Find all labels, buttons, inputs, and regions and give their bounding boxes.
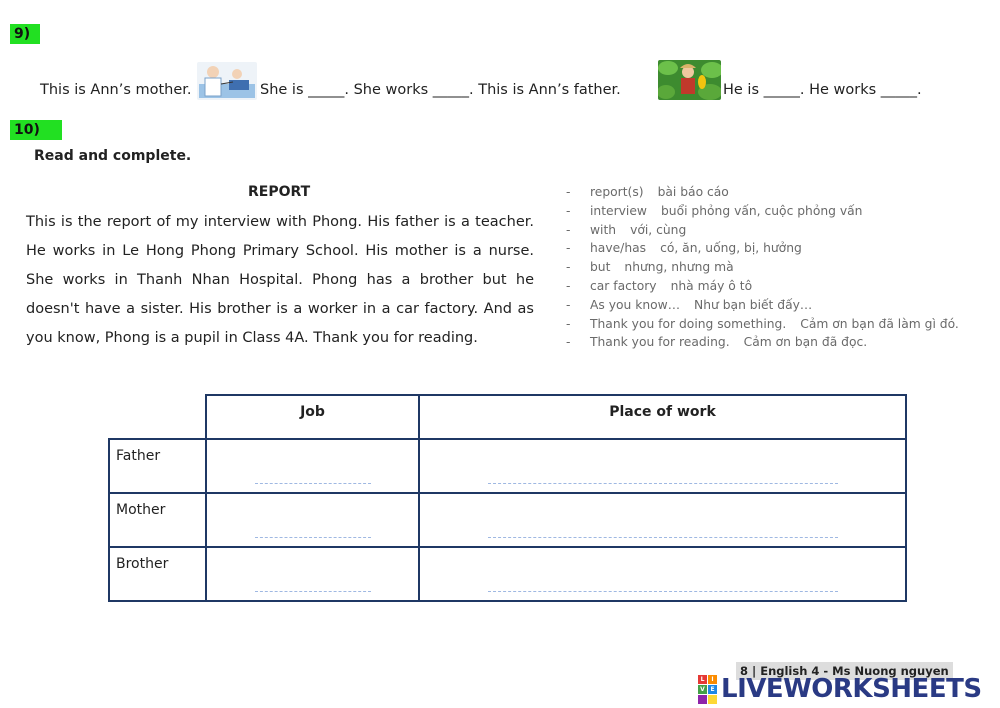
table-header-row bbox=[109, 395, 906, 439]
table-row bbox=[109, 493, 906, 547]
brother-job-blank[interactable] bbox=[206, 547, 419, 601]
vocabulary-list bbox=[566, 183, 959, 352]
vocab-item: - with với, cùng bbox=[566, 222, 687, 237]
vocab-item: - have/has có, ăn, uống, bị, hưởng bbox=[566, 241, 802, 256]
logo-cube-icon: L I V E bbox=[698, 675, 717, 704]
farmer-picture bbox=[658, 60, 721, 100]
mother-place-blank[interactable] bbox=[419, 493, 906, 547]
vocab-item: - Thank you for doing something. Cảm ơn bạn đã làm gì đó. bbox=[566, 316, 959, 331]
table-corner bbox=[109, 395, 206, 439]
answer-table bbox=[108, 394, 907, 602]
table-row bbox=[109, 439, 906, 493]
question-10-number: 10) bbox=[10, 120, 62, 140]
father-job-blank[interactable] bbox=[206, 439, 419, 493]
report-title: REPORT bbox=[248, 184, 311, 200]
nurse-picture bbox=[197, 62, 257, 100]
instruction: Read and complete. bbox=[34, 148, 192, 164]
liveworksheets-logo[interactable] bbox=[698, 674, 982, 704]
logo-text: LIVEWORKSHEETS bbox=[721, 674, 982, 704]
father-place-blank[interactable] bbox=[419, 439, 906, 493]
q9-sentence-blanks-2: He is _____. He works _____. bbox=[723, 82, 922, 98]
brother-place-blank[interactable] bbox=[419, 547, 906, 601]
q9-sentence-mother: This is Ann’s mother. bbox=[40, 82, 192, 98]
vocab-item: - interview buổi phỏng vấn, cuộc phỏng vấn bbox=[566, 203, 863, 218]
vocab-item: - but nhưng, nhưng mà bbox=[566, 260, 734, 275]
mother-job-blank[interactable] bbox=[206, 493, 419, 547]
vocab-item: - report(s) bài báo cáo bbox=[566, 185, 729, 199]
question-9-number: 9) bbox=[10, 24, 40, 44]
header-job: Job bbox=[206, 395, 419, 439]
header-place-of-work: Place of work bbox=[419, 395, 906, 439]
vocab-item: - As you know… Như bạn biết đấy… bbox=[566, 297, 813, 312]
q9-sentence-blanks-1: She is _____. She works _____. This is Ann’s father. bbox=[260, 82, 621, 98]
table-row bbox=[109, 547, 906, 601]
row-label-father: Father bbox=[109, 439, 206, 493]
row-label-mother: Mother bbox=[109, 493, 206, 547]
row-label-brother: Brother bbox=[109, 547, 206, 601]
report-body: This is the report of my interview with Phong. His father is a teacher. He works in Le Hong Phong Primary School. His mother is a nurse. She works in Thanh Nhan Hospital. Phong has a brother but he doesn't have a sister. His brother is a worker in a car factory. And as you know, Phong is a pupil in Class 4A. Thank you for reading. bbox=[26, 214, 534, 346]
vocab-item: - car factory nhà máy ô tô bbox=[566, 278, 753, 293]
page-footer: 8 | English 4 - Ms Nuong nguyen bbox=[736, 662, 953, 680]
vocab-item: - Thank you for reading. Cảm ơn bạn đã đọc. bbox=[566, 335, 868, 350]
